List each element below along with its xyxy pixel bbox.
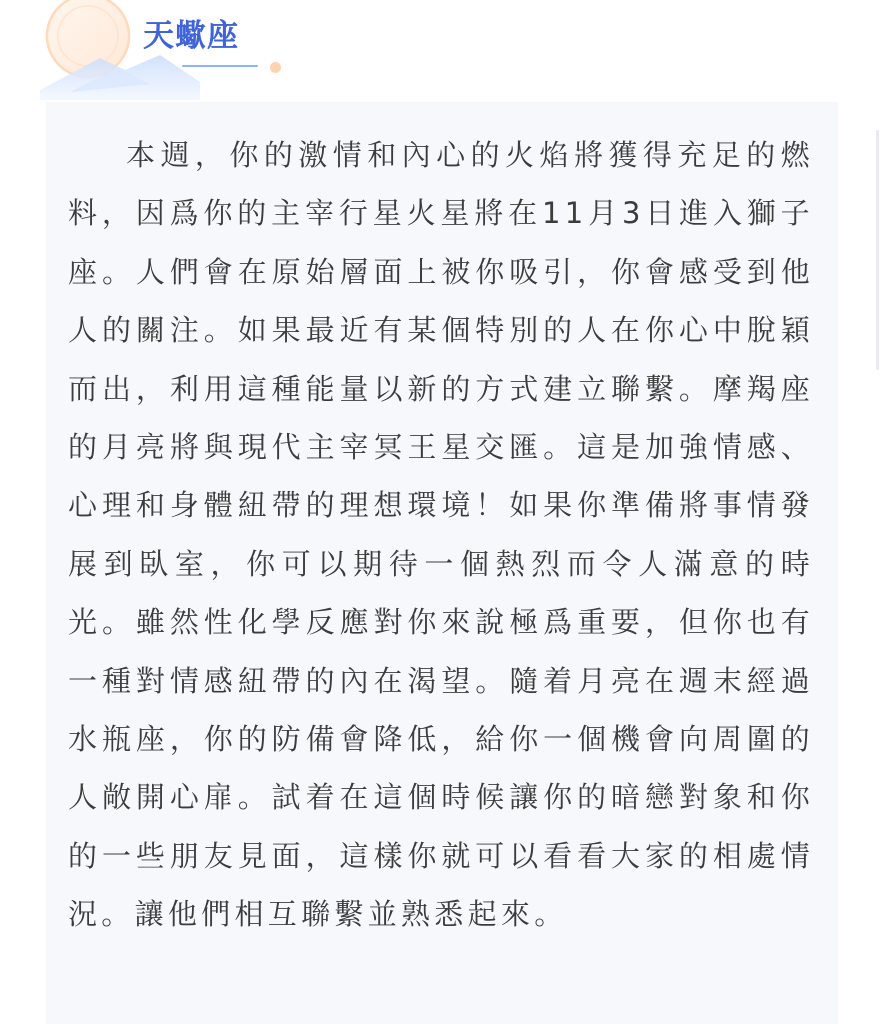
title-underline (182, 65, 258, 67)
title-accent-dot (270, 62, 281, 73)
scrollbar[interactable] (876, 130, 879, 370)
horoscope-body-text: 本週，你的激情和內心的火焰將獲得充足的燃料，因爲你的主宰行星火星將在11月3日進入獅子座。人們會在原始層面上被你吸引，你會感受到他人的關注。如果最近有某個特別的人在你心中脫穎而出，利用這種能量以新的方式建立聯繫。摩羯座的月亮將與現代主宰冥王星交匯。這是加強情感、心理和身體紐帶的理想環境！如果你準備將事情發展到臥室，你可以期待一個熱烈而令人滿意的時光。雖然性化學反應對你來說極爲重要，但你也有一種對情感紐帶的內在渴望。隨着月亮在週末經過水瓶座，你的防備會降低，給你一個機會向周圍的人敞開心扉。試着在這個時候讓你的暗戀對象和你的一些朋友見面，這樣你就可以看看大家的相處情況。讓他們相互聯繫並熟悉起來。 (68, 138, 814, 932)
section-title: 天蠍座 (143, 18, 239, 54)
section-header (0, 0, 883, 100)
